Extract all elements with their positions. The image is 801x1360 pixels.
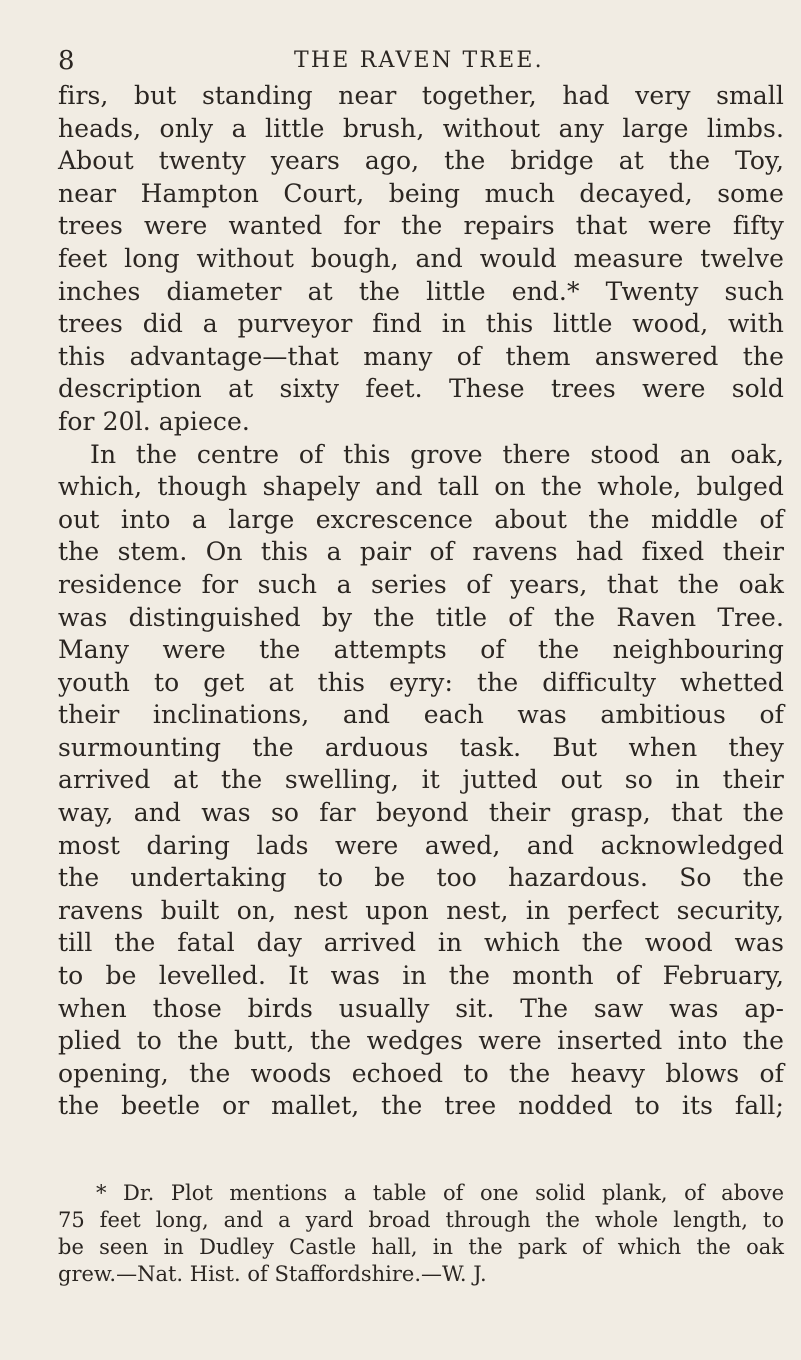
body-line: this advantage—that many of them answered the [58, 341, 784, 371]
footnote-line: be seen in Dudley Castle hall, in the park of which the oak [58, 1235, 784, 1259]
body-line: residence for such a series of years, that the oak [58, 569, 784, 599]
body-line: for 20l. apiece. [58, 406, 250, 436]
body-line: inches diameter at the little end.* Twenty such [58, 276, 784, 306]
body-line: their inclinations, and each was ambitious of [58, 700, 784, 730]
body-line: firs, but standing near together, had very small [58, 81, 784, 110]
body-line: when those birds usually sit. The saw was ap- [58, 993, 784, 1023]
body-line: Many were the attempts of the neighbouring [58, 635, 784, 665]
body-line: In the centre of this grove there stood an oak, [90, 439, 784, 469]
footnote [58, 1180, 784, 1288]
body-line: surmounting the arduous task. But when they [58, 732, 784, 762]
body-line: out into a large excrescence about the middle of [58, 504, 784, 534]
body-line: was distinguished by the title of the Raven Tree. [58, 602, 784, 632]
body-line: way, and was so far beyond their grasp, that the [58, 798, 784, 828]
running-head: THE RAVEN TREE. [294, 48, 544, 73]
body-line: the undertaking to be too hazardous. So the [58, 863, 784, 893]
body-line: which, though shapely and tall on the whole, bulged [58, 472, 784, 502]
body-line: ravens built on, nest upon nest, in perfect security, [58, 895, 784, 925]
body-line: to be levelled. It was in the month of February, [58, 961, 784, 991]
body-line: About twenty years ago, the bridge at the Toy, [58, 146, 784, 176]
page-number: 8 [58, 46, 75, 76]
body-line: the stem. On this a pair of ravens had fixed their [58, 537, 784, 567]
body-line: feet long without bough, and would measure twelve [58, 243, 784, 273]
footnote-line: 75 feet long, and a yard broad through the whole length, to [58, 1208, 784, 1232]
body-line: most daring lads were awed, and acknowledged [58, 830, 784, 860]
body-line: youth to get at this eyry: the difficulty whetted [58, 667, 784, 697]
body-line: near Hampton Court, being much decayed, some [58, 178, 784, 208]
page-header [58, 44, 778, 78]
footnote-line: * Dr. Plot mentions a table of one solid plank, of above [96, 1181, 784, 1205]
footnote-line: grew.—Nat. Hist. of Staffordshire.—W. J. [58, 1262, 487, 1286]
body-line: heads, only a little brush, without any large limbs. [58, 113, 784, 143]
body-line: description at sixty feet. These trees were sold [58, 374, 784, 404]
body-line: opening, the woods echoed to the heavy blows of [58, 1058, 784, 1088]
body-line: the beetle or mallet, the tree nodded to its fall; [58, 1091, 784, 1121]
body-text [58, 80, 784, 1123]
body-line: plied to the butt, the wedges were inserted into the [58, 1026, 784, 1056]
body-line: trees were wanted for the repairs that were fifty [58, 211, 784, 241]
body-line: arrived at the swelling, it jutted out so in their [58, 765, 784, 795]
body-line: trees did a purveyor find in this little wood, with [58, 309, 784, 339]
body-line: till the fatal day arrived in which the wood was [58, 928, 784, 958]
